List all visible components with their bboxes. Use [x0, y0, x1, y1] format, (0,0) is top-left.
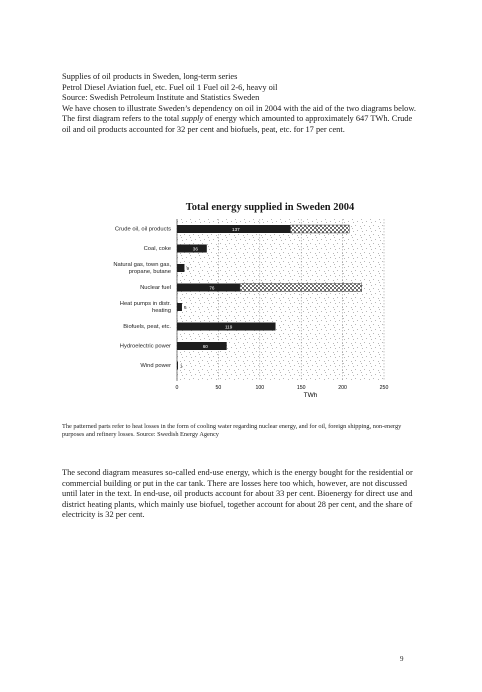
category-label: propane, butane	[128, 269, 171, 275]
category-label: Wind power	[140, 363, 171, 369]
bar-value-label: 137	[232, 227, 240, 232]
bar-value-label: 76	[209, 285, 215, 291]
bar-patterned-part	[290, 225, 349, 233]
bar-value-label: 1	[179, 363, 183, 369]
category-label: Biofuels, peat, etc.	[123, 324, 171, 330]
x-tick-labels	[176, 385, 389, 391]
x-tick-label: 150	[296, 385, 306, 391]
bar	[177, 362, 178, 370]
bar	[177, 303, 182, 311]
x-tick-label: 50	[215, 385, 222, 391]
intro-paragraph	[62, 104, 422, 136]
second-paragraph-text	[62, 468, 422, 521]
category-label: Crude oil, oil products	[114, 226, 171, 233]
category-label: Heat pumps in distr.	[119, 301, 171, 307]
intro-line-series: Supplies of oil products in Sweden, long-term series	[62, 72, 238, 81]
bar-value-label: 36	[192, 246, 198, 252]
chart-title: Total energy supplied in Sweden 2004	[185, 202, 355, 213]
x-tick-label: 100	[255, 385, 265, 391]
intro-emphasis: supply	[181, 114, 204, 124]
x-axis-label: TWh	[303, 392, 318, 399]
category-label: Coal, coke	[143, 246, 171, 252]
intro-line-source: Source: Swedish Petroleum Institute and Statistics Sweden	[62, 93, 260, 103]
intro-paragraph-end: of energy which amounted to approximately 647 TWh. Crude oil and oil products accounted for 32 per cent and biofuels, peat, etc. for 17 per cent.	[62, 114, 413, 134]
category-label: Hydroelectric power	[119, 343, 171, 350]
x-tick-label: 0	[175, 385, 179, 391]
x-tick-label: 250	[379, 385, 389, 391]
category-label: Natural gas, town gas,	[113, 262, 171, 268]
bar	[177, 264, 184, 272]
intro-line-products: Petrol Diesel Aviation fuel, etc. Fuel oil 1 Fuel oil 2-6, heavy oil	[62, 82, 278, 92]
second-paragraph	[62, 468, 422, 521]
bar-value-label: 60	[202, 344, 208, 349]
second-paragraph-body: The second diagram measures so-called end-use energy, which is the energy bought for the residential or commercial building or put in the car tank. There are losses here too which, however, are not discussed until later in the text. In end-use, oil products account for about 33 per cent. Bioenergy for direct use and district heating plants, which mainly use biofuel, together account for about 28 per cent, and the share of electricity is 32 per cent.	[62, 468, 413, 520]
category-labels	[113, 227, 171, 370]
category-label: Nuclear fuel	[140, 285, 171, 291]
intro-paragraph-start: We have chosen to illustrate Sweden’s dependency on oil in 2004 with the aid of the two diagrams below. The first diagram refers to the total	[62, 103, 416, 124]
intro-text	[62, 72, 422, 136]
x-tick-label: 200	[338, 385, 347, 391]
page-number: 9	[400, 655, 404, 663]
bar-patterned-part	[240, 284, 362, 292]
plot-area	[177, 219, 384, 381]
bar-value-label: 119	[224, 324, 233, 330]
bar-value-label: 9	[186, 266, 190, 271]
bar-value-label: 6	[183, 305, 187, 310]
energy-bar-chart	[62, 215, 422, 410]
caption-text: The patterned parts refer to heat losses in the form of cooling water regarding nuclear energy, and for oil, foreign shipping, non-energy purposes and refinery losses. Source: Swedish Energy Agency	[62, 423, 402, 439]
chart-caption	[62, 423, 422, 439]
category-label: heating	[151, 308, 171, 314]
